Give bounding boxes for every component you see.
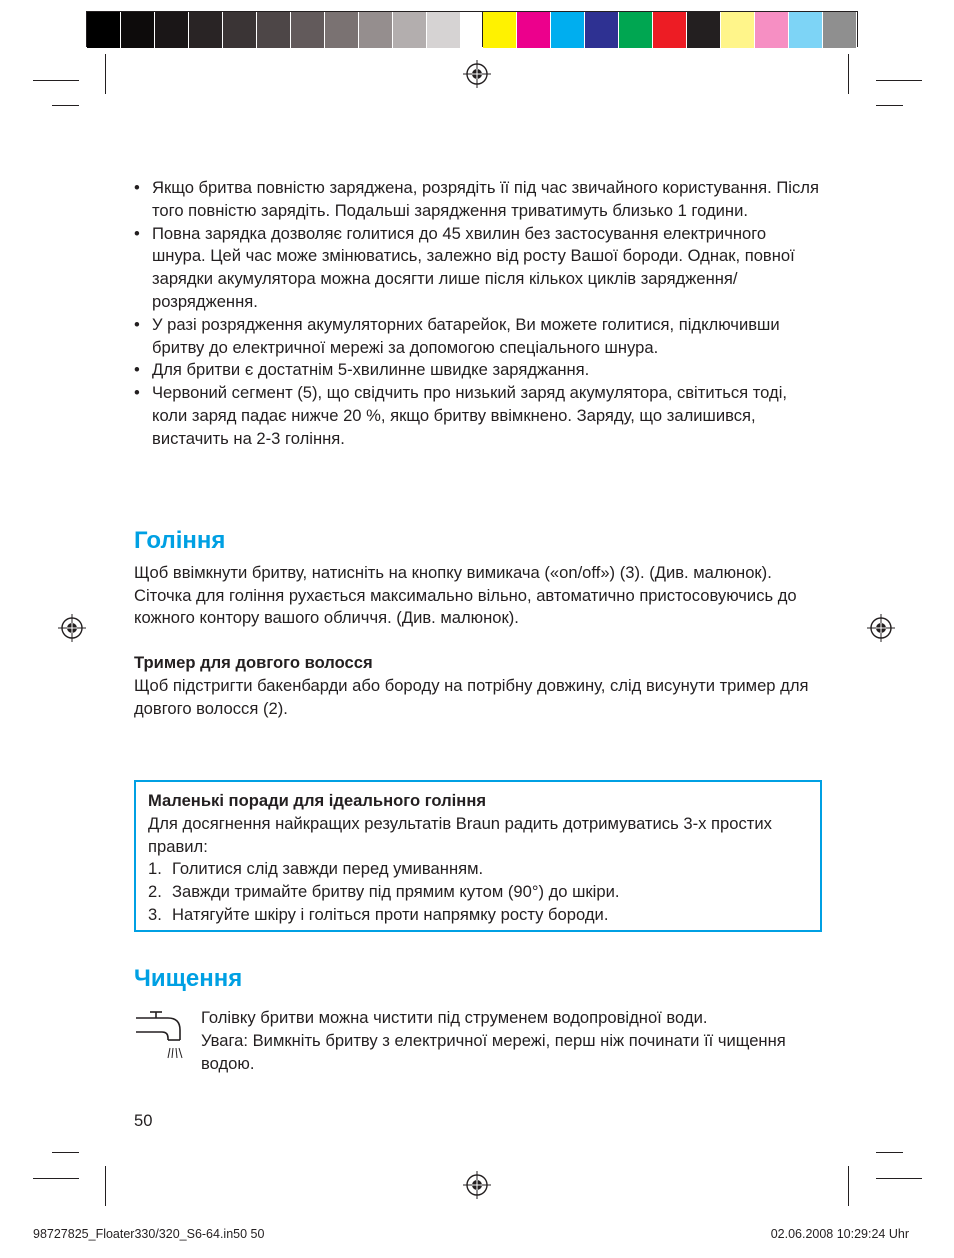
page-number: 50 bbox=[134, 1111, 153, 1130]
paragraph: Голівку бритви можна чистити під струменем водопровідної води. bbox=[201, 1008, 708, 1027]
paragraph: Увага: Вимкніть бритву з електричної мережі, перш ніж починати її чищення водою. bbox=[201, 1030, 786, 1073]
bullet-icon: • bbox=[134, 360, 140, 380]
crop-mark bbox=[52, 1152, 79, 1153]
crop-mark bbox=[33, 80, 79, 81]
crop-mark bbox=[848, 1166, 849, 1206]
crop-mark bbox=[105, 54, 106, 94]
registration-mark-icon bbox=[57, 613, 87, 643]
crop-mark bbox=[848, 54, 849, 94]
color-swatch bbox=[551, 12, 585, 48]
list-item: • У разі розрядження акумуляторних батарейок, Ви можете голитися, підключивши бритву до електричної мережі за допомогою спеціального шнура. bbox=[134, 314, 780, 357]
color-swatch bbox=[789, 12, 823, 48]
color-swatch bbox=[619, 12, 653, 48]
section-heading: Гоління bbox=[134, 527, 226, 554]
color-swatch bbox=[687, 12, 721, 48]
color-swatch bbox=[823, 12, 857, 48]
bullet-list bbox=[134, 177, 824, 451]
bullet-icon: • bbox=[134, 314, 140, 334]
gray-swatch bbox=[359, 12, 393, 48]
gray-swatch bbox=[87, 12, 121, 48]
paragraph: Щоб ввімкнути бритву, натисніть на кнопку вимикача («on/off») (3). (Див. малюнок). bbox=[134, 562, 772, 582]
bullet-icon: • bbox=[134, 383, 140, 403]
bullet-icon: • bbox=[134, 223, 140, 243]
footer-file-info: 98727825_Floater330/320_S6-64.in50 50 bbox=[33, 1227, 265, 1241]
gray-swatch bbox=[427, 12, 461, 48]
subheading: Тример для довгого волосся bbox=[134, 653, 373, 673]
gray-swatch bbox=[189, 12, 223, 48]
registration-mark-icon bbox=[866, 613, 896, 643]
crop-mark bbox=[876, 105, 903, 106]
footer-timestamp: 02.06.2008 10:29:24 Uhr bbox=[770, 1227, 909, 1241]
gray-swatch bbox=[121, 12, 155, 48]
paragraph: Сіточка для гоління рухається максимально вільно, автоматично пристосовуючись до кожного контору вашого обличчя. (Див. малюнок). bbox=[134, 585, 797, 628]
list-item: 2. Завжди тримайте бритву під прямим кутом (90°) до шкіри. bbox=[148, 882, 620, 902]
tips-box bbox=[134, 780, 822, 932]
color-swatch bbox=[517, 12, 551, 48]
tips-intro: Для досягнення найкращих результатів Braun радить дотримуватись 3-х простих правил: bbox=[148, 813, 772, 856]
cleaning-section bbox=[134, 965, 824, 992]
registration-mark-icon bbox=[462, 59, 492, 89]
gray-swatch bbox=[325, 12, 359, 48]
charging-notes bbox=[134, 177, 824, 451]
color-swatch bbox=[721, 12, 755, 48]
tips-list bbox=[148, 858, 808, 926]
list-item: • Повна зарядка дозволяє голитися до 45 хвилин без застосування електричного шнура. Цей час може змінюватись, залежно від росту Вашої бороди. Однак, повної зарядки акумулятора можна досягти лише після кількох циклів зарядження/розрядження. bbox=[134, 223, 795, 311]
grayscale-calibration-bar bbox=[86, 11, 496, 47]
gray-swatch bbox=[291, 12, 325, 48]
color-swatch bbox=[585, 12, 619, 48]
section-heading: Чищення bbox=[134, 965, 243, 992]
list-item: • Якщо бритва повністю заряджена, розрядіть її під час звичайного користування. Після того повністю зарядіть. Подальші зарядження триватимуть близько 1 години. bbox=[134, 178, 819, 220]
paragraph: Щоб підстригти бакенбарди або бороду на потрібну довжину, слід висунути тример для довгого волосся (2). bbox=[134, 675, 809, 718]
crop-mark bbox=[52, 105, 79, 106]
gray-swatch bbox=[155, 12, 189, 48]
crop-mark bbox=[876, 1152, 903, 1153]
shaving-section bbox=[134, 527, 824, 721]
list-item: • Для бритви є достатнім 5-хвилинне швидке заряджання. bbox=[134, 359, 824, 382]
color-swatch bbox=[755, 12, 789, 48]
list-item: 1. Голитися слід завжди перед умиванням. bbox=[148, 859, 484, 879]
color-swatch bbox=[653, 12, 687, 48]
crop-mark bbox=[33, 1178, 79, 1179]
faucet-icon bbox=[134, 1008, 190, 1068]
color-calibration-bar bbox=[482, 11, 858, 47]
bullet-icon: • bbox=[134, 178, 140, 197]
gray-swatch bbox=[257, 12, 291, 48]
gray-swatch bbox=[223, 12, 257, 48]
crop-mark bbox=[876, 1178, 922, 1179]
cleaning-text bbox=[201, 1007, 831, 1075]
list-item: • Червоний сегмент (5), що свідчить про низький заряд акумулятора, світиться тоді, коли заряд падає нижче 20 %, якщо бритву ввімкнено. Заряду, що залишився, вистачить на 2-3 гоління. bbox=[134, 383, 788, 448]
crop-mark bbox=[876, 80, 922, 81]
gray-swatch bbox=[393, 12, 427, 48]
list-item: 3. Натягуйте шкіру і голіться проти напрямку росту бороди. bbox=[148, 904, 609, 924]
tips-title: Маленькі поради для ідеального гоління bbox=[148, 791, 487, 810]
color-swatch bbox=[483, 12, 517, 48]
crop-mark bbox=[105, 1166, 106, 1206]
registration-mark-icon bbox=[462, 1170, 492, 1200]
